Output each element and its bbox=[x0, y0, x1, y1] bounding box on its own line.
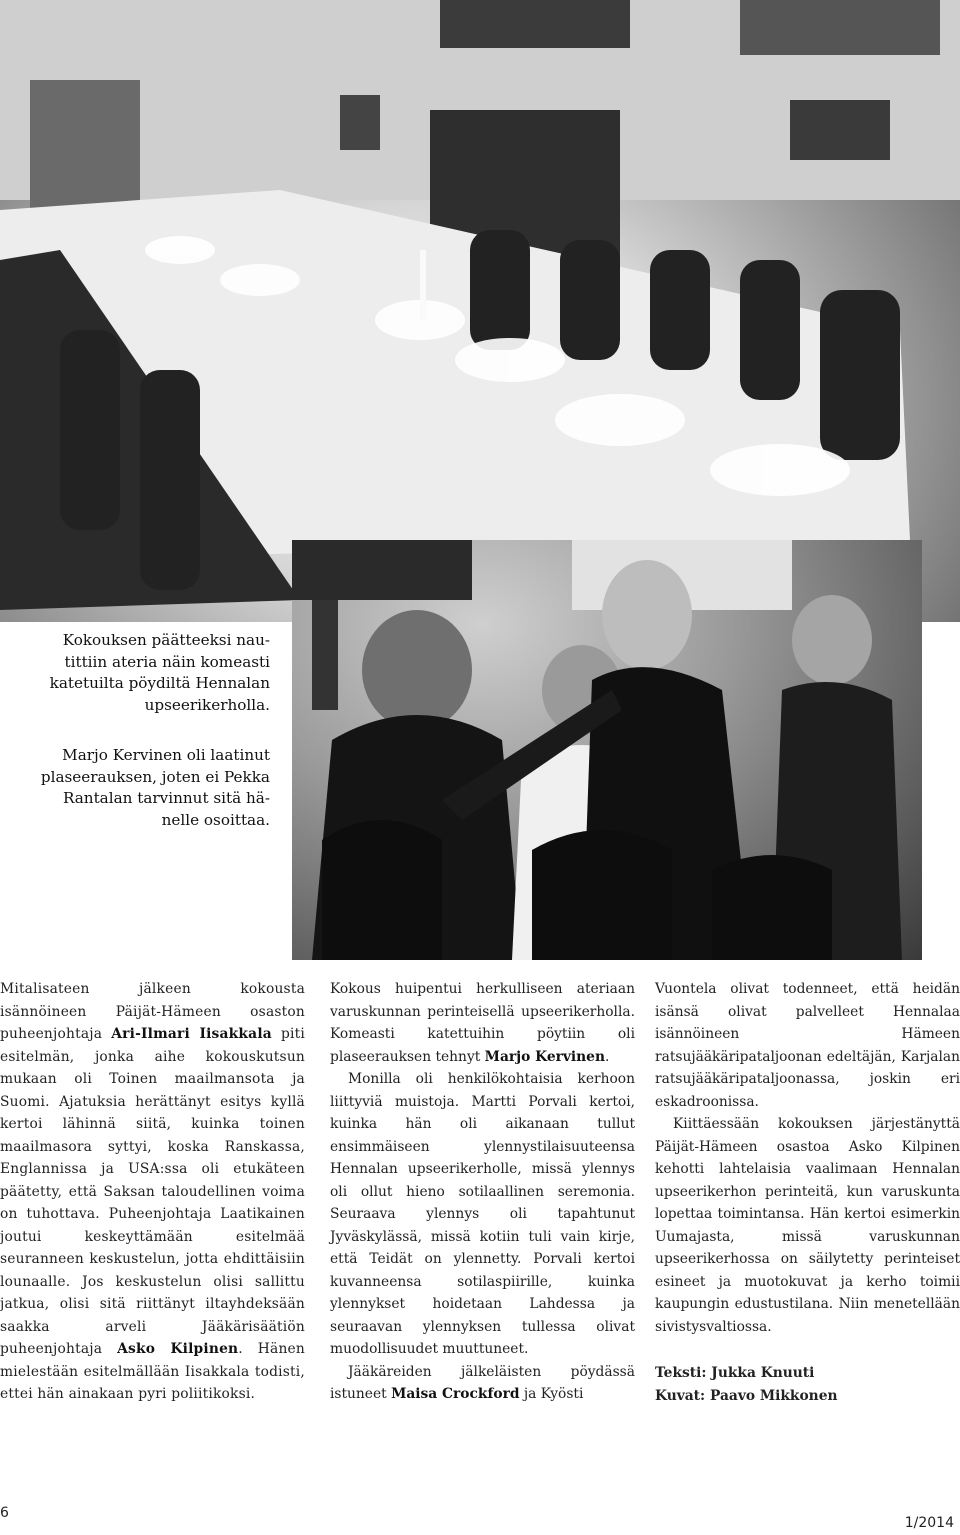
text-run: . bbox=[604, 1048, 610, 1065]
paragraph bbox=[330, 978, 635, 1068]
paragraph: Vuontela olivat todenneet, että heidän isänsä olivat palvelleet Hennalaa isännöineen Hämeen ratsujääkäripataljoonan edeltäjän, Karjalan ratsujääkäripataljoonassa, joskin eri eskadroonissa. bbox=[655, 981, 960, 1110]
text-run: Kokous huipentui herkulliseen ateriaan varuskunnan perinteisellä upseerikerholla. Komeasti katettuihin pöytiin oli plaseerauksen tehnyt bbox=[330, 981, 635, 1065]
page-number: 6 bbox=[0, 1505, 9, 1521]
issue-number: 1/2014 bbox=[904, 1515, 954, 1531]
text-run: ja Kyösti bbox=[519, 1386, 584, 1402]
caption-line: upseerikerholla. bbox=[144, 695, 270, 714]
article-column-2 bbox=[330, 978, 635, 1406]
paragraph bbox=[0, 978, 305, 1406]
paragraph: Monilla oli henkilökohtaisia kerhoon liittyviä muistoja. Martti Porvali kertoi, kuinka hän oli aikanaan tullut ensimmäiseen ylennystilaisuuteensa Hennalan upseerikerholle, missä ylennys oli ollut hieno sotilaallinen seremonia. Seuraava ylennys oli tapahtunut Jyväskylässä, missä kotiin tuli vain kirje, että Teidät on ylennetty. Porvali kertoi kuvanneensa sotilaspiirille, kuinka ylennykset hoidetaan Lahdessa ja seuraavan ylennyksen tullessa olivat muodollisuudet muuttuneet. bbox=[330, 1071, 635, 1357]
caption-line: nelle osoittaa. bbox=[161, 810, 270, 829]
photo-caption-placement bbox=[20, 745, 270, 831]
paragraph: Kiittäessään kokouksen järjestänyttä Päijät-Hämeen osastoa Asko Kilpinen kehotti lahtelaisia vaalimaan Hennalan upseerikerhon perinteitä, kun varuskunta lopettaa toimintansa. Hän kertoi esimerkin Uumajasta, missä varuskunnan upseerikerhossa on säilytetty perinteiset esineet ja muotokuvat ja kerho toimii kaupungin edustustilana. Niin menetellään sivistysvaltiossa. bbox=[655, 1116, 960, 1335]
article-column-1 bbox=[0, 978, 305, 1406]
dining-table-photo bbox=[0, 0, 960, 622]
caption-line: Kokouksen päätteeksi nau- bbox=[62, 631, 270, 649]
credit-text-author: Teksti: Jukka Knuuti bbox=[655, 1365, 815, 1381]
person-name: Ari-Ilmari Iisakkala bbox=[111, 1026, 272, 1042]
caption-line: tittiin ateria näin komeasti bbox=[64, 652, 270, 671]
person-name: Marjo Kervinen bbox=[484, 1048, 605, 1065]
credit-photo-author: Kuvat: Paavo Mikkonen bbox=[655, 1387, 838, 1404]
people-at-table-photo-art bbox=[292, 540, 922, 960]
caption-line: Rantalan tarvinnut sitä hä- bbox=[62, 789, 270, 807]
person-name: Asko Kilpinen bbox=[117, 1341, 239, 1357]
person-name: Maisa Crockford bbox=[391, 1386, 520, 1402]
caption-line: Marjo Kervinen oli laatinut bbox=[62, 746, 270, 764]
text-run: Jääkäreiden jälkeläisten pöydässä istuneet bbox=[330, 1363, 635, 1402]
paragraph bbox=[330, 1361, 635, 1406]
article-credits bbox=[655, 1362, 960, 1407]
text-run: piti esitelmän, jonka aihe kokouskutsun mukaan oli Toinen maailmansota ja Suomi. Ajatuksia herättänyt esitys kyllä kertoi lähinnä siitä, kuinka toinen maailmasora syttyi, koska Ranskassa, Englannissa ja USA:ssa oli etukäteen päätetty, että Saksan taloudellinen voima on tuhottava. Puheenjohtaja Laatikainen joutui keskeyttämään esitelmää seuranneen keskustelun, jotta ehdittäisiin lounaalle. Jos keskustelun olisi sallittu jatkua, olisi sitä riittänyt iltayhdeksään saakka arveli Jääkärisäätiön puheenjohtaja bbox=[0, 1026, 305, 1357]
caption-line: plaseerauksen, joten ei Pekka bbox=[40, 767, 270, 786]
photo-caption-dining bbox=[30, 630, 270, 716]
caption-line: katetuilta pöydiltä Hennalan bbox=[49, 674, 270, 692]
article-column-3 bbox=[655, 978, 960, 1407]
dining-table-photo-art bbox=[0, 0, 960, 622]
text-run: . Hänen mielestään esitelmällään Iisakkala todisti, ettei hän ainakaan pyri poliitikoksi. bbox=[0, 1341, 305, 1402]
text-run: Mitalisateen jälkeen kokousta isännöineen Päijät-Hämeen osaston puheenjohtaja bbox=[0, 981, 305, 1042]
people-at-table-photo bbox=[292, 540, 922, 960]
